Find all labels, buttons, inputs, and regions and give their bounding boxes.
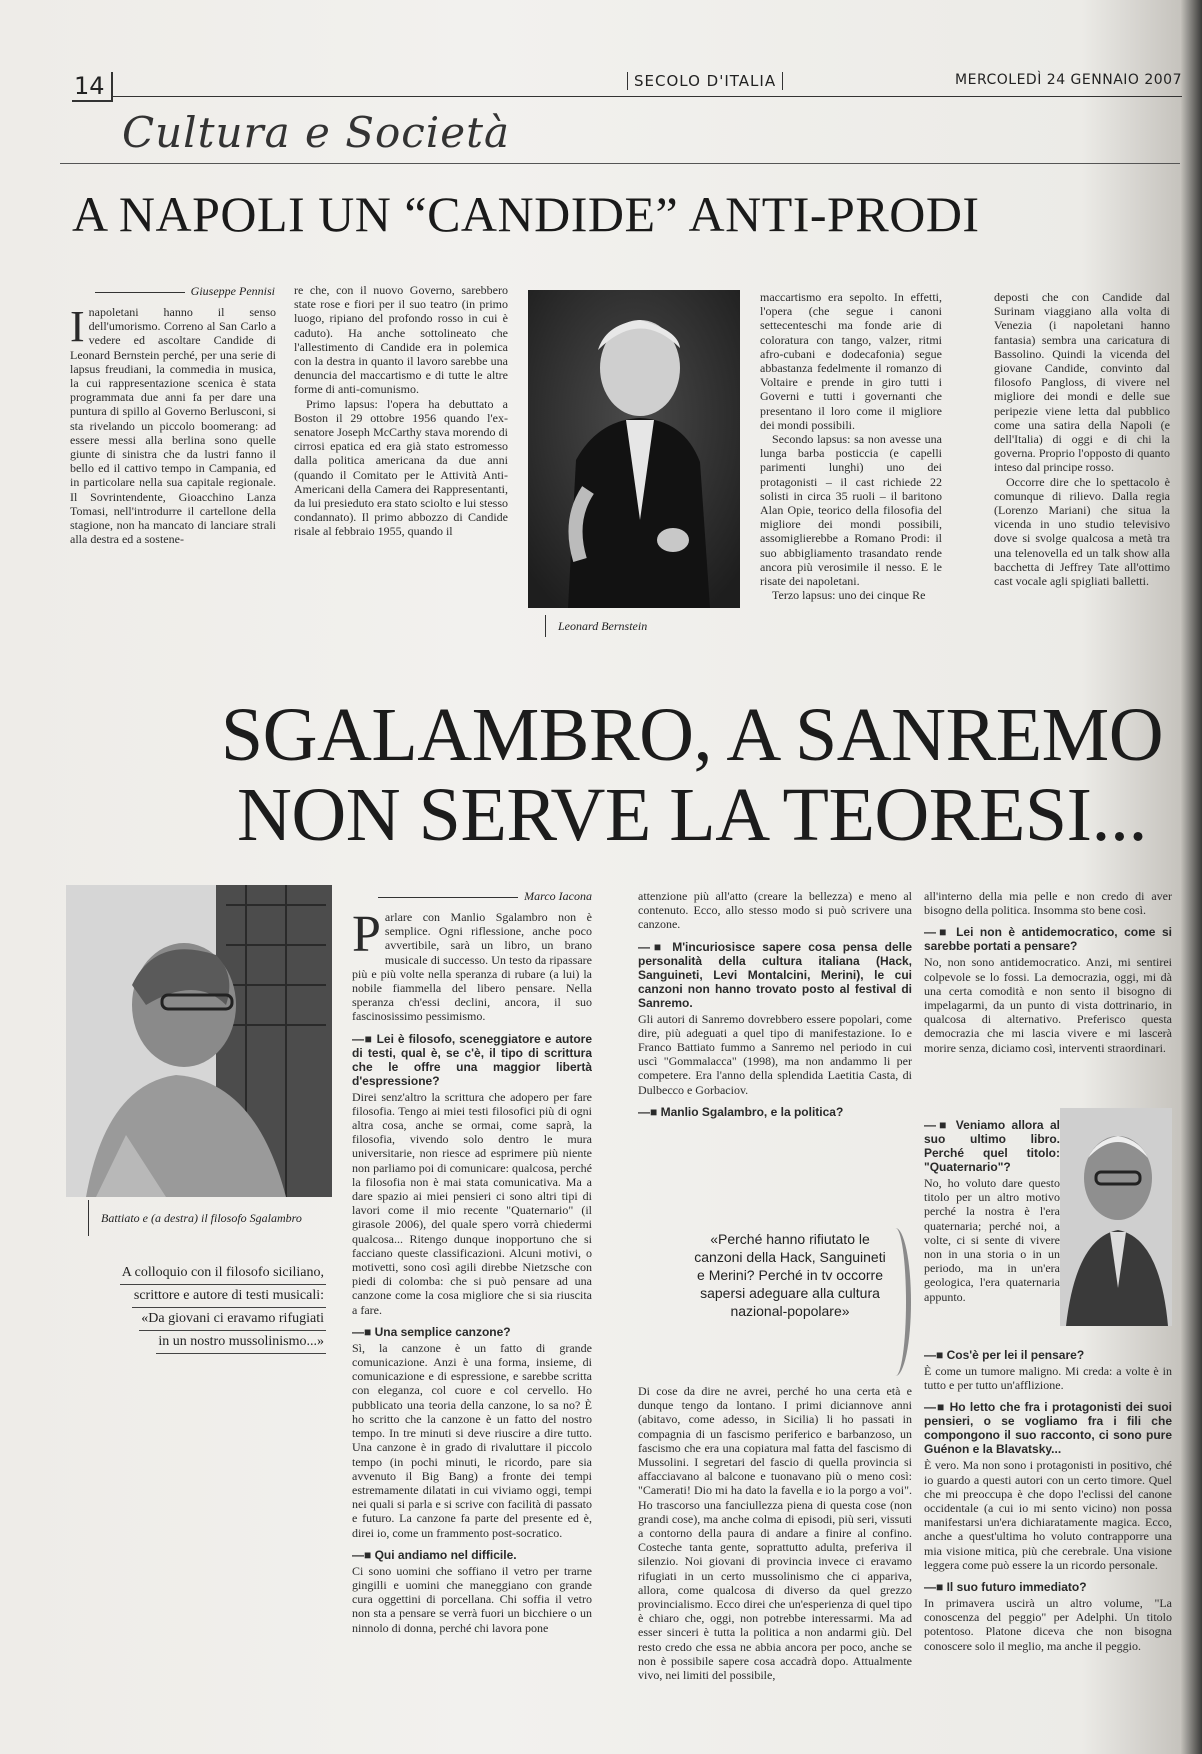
page-binding-shadow	[1180, 0, 1202, 1754]
question-5: —■ Manlio Sgalambro, e la politica?	[638, 1104, 844, 1119]
page-header	[72, 72, 1182, 102]
article1-col1-text: napoletani hanno il senso dell'umorismo. Correno al San Carlo a vedere ed ascoltare Candide di Leonard Bernstein perché, per una serie di lapsus freudiani, la commedia in musica, la cui rappresentazione scenica è stata programmata due anni fa per dare una puntura di spillo al Governo Berlusconi, si sta rivelando un piccolo boomerang: ad essere messi alla berlina sono quelle giunte di sinistra che da lustri fanno il bello ed il cattivo tempo in Campania, ed in particolare nella sua capitale regionale. Il Sovrintendente, Gioacchino Lanza Tomasi, nell'introdurre il cartellone della stagione, non ha mancato di lanciare strali alla destra ed a sostene-	[70, 305, 276, 547]
bernstein-photo	[528, 290, 740, 608]
article2-headline	[212, 695, 1172, 855]
article1-col3b-text: Secondo lapsus: sa non avesse una lunga barba posticcia (e capelli parimenti lunghi) uno dei protagonisti – il cast richiede 22 solisti in circa 35 ruoli – il baritono Alan Opie, teorico della filosofia del migliore dei mondi possibili, assomiglierebbe a Romano Prodi: il suo abbigliamento trasandato rende ancora più verosimile il nesso. E le risate dei napoletani.	[760, 432, 942, 589]
article1-col2-text: re che, con il nuovo Governo, sarebbero state rose e fiori per il suo teatro (in primo luogo, ripiano del profondo rosso in cui è caduto). Ha anche sottolineato che l'allestimento di Candide era in polemica con la destra in quanto il lavoro sarebbe una denuncia del maccartismo e di tutte le altre forme di anti-comunismo.	[294, 283, 508, 397]
article2-column-3-bottom	[924, 1340, 1172, 1740]
sgalambro-portrait-drawing	[1060, 1108, 1172, 1326]
question-3: —■ Qui andiamo nel difficile.	[352, 1547, 517, 1562]
article2-column-3-middle	[924, 1110, 1060, 1340]
article1-col4b-text: Occorre dire che lo spettacolo è comunque di rilievo. Dalla regia (Lorenzo Mariani) che situa la vicenda in uno studio televisivo dove si svolge qualcosa a metà tra una telenovella ed un talk show alla bacchetta di Jeffrey Tate all'ottimo cast vocale agli spigliati balletti.	[994, 474, 1170, 589]
sgalambro-portrait	[1060, 1108, 1172, 1326]
teaser-line-1: A colloquio con il filosofo siciliano,	[120, 1262, 326, 1285]
article2-column-2-bottom	[638, 1384, 912, 1740]
teaser-line-3: «Da giovani ci eravamo rifugiati	[139, 1308, 326, 1331]
article1-col3-text: maccartismo era sepolto. In effetti, l'opera (che segue i canoni settecenteschi ma fonde arie di coloratura con tango, valzer, ritmi afro-cubani e dodecafonia) segue abbastanza fedelmente il romanzo di Voltaire e prende in giro tutti i Governi e tutti i governanti che presentano il loro come il migliore dei mondi possibili.	[760, 290, 942, 432]
answer-8: È come un tumore maligno. Mi creda: a volte è in tutto e per tutto un'afflizione.	[924, 1364, 1172, 1393]
article1-col2b-text: Primo lapsus: l'opera ha debuttato a Boston il 29 ottobre 1956 quando l'ex-senatore Joseph McCarthy stava morendo di cirrosi epatica ed era già stato estromesso dalla politica americana da due anni (quando il Comitato per le Attività Anti-Americani della Camera dei Rappresentanti, da lui presieduto era stato sciolto e lui stesso condannato). Il primo abbozzo di Candide risale al febbraio 1955, quando il	[294, 396, 508, 539]
answer-3: Ci sono uomini che soffiano il vetro per trarne gingilli e uomini che maneggiano con grande cura oggettini di porcellana. Chi soffia il vetro non sta a pensare se verrà fuori un bicchiere o un ninnolo di donna, perché chi lavora pone	[352, 1563, 592, 1635]
article1-byline	[70, 284, 275, 299]
question-2: —■ Una semplice canzone?	[352, 1324, 511, 1339]
article1-headline: A NAPOLI UN “CANDIDE” ANTI-PRODI	[72, 186, 980, 242]
pull-quote: «Perché hanno rifiutato le canzoni della Hack, Sanguineti e Merini? Perché in tv occorre sapersi adeguare alla cultura nazional-popolare»	[694, 1231, 886, 1319]
newspaper-name: SECOLO D'ITALIA	[627, 72, 783, 90]
teaser-line-4: in un nostro mussolinismo...»	[156, 1331, 326, 1354]
article1-col3c-text: Terzo lapsus: uno dei cinque Re	[772, 588, 926, 603]
bernstein-caption: Leonard Bernstein	[545, 615, 738, 637]
bernstein-photo-drawing	[528, 290, 740, 608]
teaser-line-2: scrittore e autore di testi musicali:	[132, 1285, 326, 1308]
sgalambro-caption: Battiato e (a destra) il filosofo Sgalambro	[88, 1200, 351, 1236]
article2-headline-line2: NON SERVE LA TEORESI...	[237, 773, 1147, 857]
section-rule	[60, 163, 1180, 164]
article1-column-4	[994, 290, 1170, 635]
article2-byline	[352, 889, 592, 904]
article2-headline-line1: SGALAMBRO, A SANREMO	[220, 693, 1164, 777]
section-title: Cultura e Società	[122, 108, 511, 157]
question-9: —■ Ho letto che fra i protagonisti dei suoi pensieri, o se vogliamo fra i fili che compongono il suo racconto, ci sono pure Guénon e la Blavatsky...	[924, 1400, 1172, 1457]
answer-9: È vero. Ma non sono i protagonisti in positivo, ché io guardo a questi autori con un certo timore. Quel che mi preoccupa è che dopo l'eclissi del canone occidentale (a cui io mi sento vicino) non possa manifestarsi un'era dichiaratamente magica. Ecco, anche a quest'ultima ho voluto contrapporre una mia visione mitica, più che cerebrale. Una visione leggera come può essere la un ricordo personale.	[924, 1458, 1172, 1572]
answer-5: Di cose da dire ne avrei, perché ho una certa età e dunque tengo da lontano. I primi diciannove anni (abitavo, come adesso, in Sicilia) li ho passati in compagnia di un fascismo periferico e barbanzoso, un fascismo che era una copiatura mal fatta del fascismo di Mussolini. I segretari del fascio di quella provincia si affacciavano al balcone e tuonavano più o meno così: "Camerati! Dio mi ha dato la favella e io la porgo a voi". Ho trascorso una fanciullezza piena di questa cose (non grandi cose), ma anche colma di episodi, più seri, vissuti a contorno della paura di andare a finire al confino. Costeche tanta gente, soprattutto adulta, preferiva il silenzio. Noi giovani di provincia invece ci eravamo rifugiati in un certo mussolinismo che ci appariva, allora, come qualcosa di diverso da quel grezzo provincialismo. Ecco direi che un'esperienza di quel tipo è chiaro che, oggi, non potrebbe interessarmi. Ma ad esser sinceri è tutta la politica a non andarmi giù. Del resto credo che essa ne abbia ancora per poco, anche se non è possibile sapere cosa accadrà dopo. Attualmente vivo, nei limiti del possibile,	[638, 1384, 912, 1683]
article2-col2-text: attenzione più all'atto (creare la bellezza) e meno al contenuto. Ecco, allo stesso modo si può scrivere una canzone.	[638, 889, 912, 932]
question-7: —■ Veniamo allora al suo ultimo libro. Perché quel titolo: "Quaternario"?	[924, 1118, 1060, 1174]
page-number: 14	[72, 72, 113, 102]
article1-column-3	[760, 290, 942, 635]
answer-2: Sì, la canzone è un fatto di grande comunicazione. Anzi è una forma, insieme, di comunicazione e di espressione, e sarebbe scritta con eleganza, col cuore e col cervello. Ho pubblicato una teoria della canzone, lo sa no? È ho scritto che la canzone è un fatto del nostro tempo. In tre minuti si deve riuscire a dire tutto. Una canzone è in grado di rivaluttare il piccolo tempo (in pochi minuti, le ricordo, pare sia avvenuto il Big Bang) a fronte dei tempi estremamente dilatati in cui viviamo oggi, tempi nei quali si parla e si scrive con facilità di passato e futuro. La canzone fa parte del presente ed è, direi io, come un frammento post-socratico.	[352, 1340, 592, 1540]
article2-intro-text: arlare con Manlio Sgalambro non è semplice. Ogni riflessione, anche poco avvertibile, sarà un libro, un brano musicale di successo. Un testo da ripassare più e più volte nella speranza di rubare (a lui) la nobile fiammella del libero pensare. Nella speranza ch'essi declini, ancora, il suo fascinosissimo pessimismo.	[352, 910, 592, 1024]
question-4: —■ M'incuriosisce sapere cosa pensa delle personalità della cultura italiana (Hack, Sanguineti, Levi Montalcini, Merini), le cui canzoni non hanno trovato posto al festival di Sanremo.	[638, 939, 912, 1010]
article1-col4-text: deposti che con Candide dal Surinam viaggiano alla volta di Venezia (i napoletani hanno fantasia) sembra una caricatura di Bassolino. Quindi la vicenda del giovane Candide, convinto dal filosofo Pangloss, di vivere nel migliore dei mondi e delle sue peripezie viene letta dal pubblico come una satira della Napoli (e dell'Italia) di oggi e di chi la governa. Proprio l'opposto di quanto inteso dal principe rosso.	[994, 290, 1170, 475]
pull-quote-bracket	[880, 1228, 911, 1376]
question-1: —■ Lei è filosofo, sceneggiatore e autore di testi, qual è, se c'è, il tipo di scrittura che le offre una maggior libertà d'espressione?	[352, 1031, 592, 1088]
question-6: —■ Lei non è antidemocratico, come si sarebbe portati a pensare?	[924, 925, 1172, 954]
question-10: —■ Il suo futuro immediato?	[924, 1580, 1087, 1595]
header-rule	[112, 96, 1182, 97]
article2-column-2-top	[638, 889, 912, 1189]
article2-col3-text: all'interno della mia pelle e non credo di aver bisogno della politica. Insomma sto bene così.	[924, 889, 1172, 918]
article1-column-2	[294, 283, 508, 635]
article2-teaser	[70, 1262, 326, 1354]
answer-1: Direi senz'altro la scrittura che adopero per fare filosofia. Tengo ai miei testi filosofici più di ogni altra cosa, anche se ormai, come saprà, la filosofia, vivendo solo dentro le mura universitarie, non riesce ad esprimere più niente non parliamo poi di comunicare: qualcosa, perché la filosofia non è mai stata comunicativa. Ma a dare spazio ai miei pensieri ci sono altri tipi di lavori come il mio recente "Quaternario" (il girasole 2006), del quale spero vorrà chiedermi qualcosa... Ritengo dunque inopportuno che si facciano queste classificazioni. Alcuni motivi, o motivetti, sono così agili direbbe Nietzsche con piedi di colomba: che si può pensare ad una canzone come la cosa migliore che si sia riuscita a fare.	[352, 1089, 592, 1317]
answer-7: No, ho voluto dare questo titolo per un altro motivo perché la nostra è l'era quaternaria; perché noi, a volte, ci si sente di vivere non in una storia o in un periodo, ma in un'era geologica, l'era quaternaria appunto.	[924, 1176, 1060, 1304]
answer-6: No, non sono antidemocratico. Anzi, mi sentirei colpevole se lo fossi. La democrazia, oggi, mi dà una certa comodità e non sento il bisogno di impelagarmi, da un punto di vista dottrinario, in qualcosa di alternativo. Preferisco questa democrazia che mi lascia vivere e mi lascerà morire senza, diciamo così, interventi straordinari.	[924, 955, 1172, 1055]
sgalambro-battiato-photo	[66, 885, 332, 1197]
question-8: —■ Cos'è per lei il pensare?	[924, 1348, 1085, 1362]
article2-column-3-top	[924, 889, 1172, 1114]
answer-4: Gli autori di Sanremo dovrebbero essere popolari, come dire, più adeguati a quel tipo di manifestazione. Io e Franco Battiato fummo a Sanremo nel periodo in cui uscì "Gommalacca" (1998), ma non andammo li per competere. Era l'anno della splendida Laetitia Casta, di Dulbecco e Gorbaciov.	[638, 1011, 912, 1097]
article2-column-1: Parlare con Manlio Sgalambro non è semplice. Ogni riflessione, anche poco avvertibile, sarà un libro, un brano musicale di successo. Un testo da ripassare più e più volte nella speranza di rubare (a lui) la nobile fiammella del libero pensare. Nella speranza ch'essi declini, ancora, il suo fascinosissimo pessimismo. —■ Lei è filosofo, sceneggiatore e autore di testi, qual è, se c'è, il tipo di scrittura che le offre una maggior libertà d'espressione? Direi senz'altro la scrittura che adopero per fare filosofia. Tengo ai miei testi filosofici più di ogni altra cosa, anche se ormai, come saprà, la filosofia, vivendo solo dentro le mura universitarie, non riesce ad esprimere più niente non parliamo poi di comunicare: qualcosa, perché la filosofia non è mai stata comunicativa. Ma a dare spazio ai miei pensieri ci sono altri tipi di lavori come il mio recente "Quaternario" (il girasole 2006), del quale spero vorrà chiedermi qualcosa... Ritengo dunque inopportuno che si facciano queste classificazioni. Alcuni motivi, o motivetti, sono così agili direbbe Nietzsche con piedi di colomba: che si può pensare ad una canzone come la cosa migliore che si sia riuscita a fare. —■ Una semplice canzone? Sì, la canzone è un fatto di grande comunicazione. Anzi è una forma, insieme, di comunicazione e di espressione, e sarebbe scritta con eleganza, col cuore e col cervello. Ho pubblicato una teoria della canzone, lo sa no? È ho scritto che la canzone è un fatto del nostro tempo. In tre minuti si deve riuscire a dire tutto. Una canzone è in grado di rivaluttare il piccolo tempo (in pochi minuti, le ricordo, pare sia avvenuto il Big Bang) a fronte dei tempi estremamente dilatati in cui viviamo oggi, tempi nei quali si parla e si scrive con facilità di passato e futuro. La canzone fa parte del presente ed è, direi io, come un frammento post-socratico. —■ Qui andiamo nel difficile. Ci sono uomini che soffiano il vetro per trarne gingilli e uomini che maneggiano con grande cura oggettini di porcellana. Chi soffia il vetro non sta a pensare se verrà fuori un bicchiere o un ninnolo di donna, perché chi lavora pone	[352, 910, 592, 1635]
article1-author: Giuseppe Pennisi	[190, 284, 275, 298]
issue-date: MERCOLEDÌ 24 GENNAIO 2007	[955, 72, 1182, 88]
article2-author: Marco Iacona	[524, 889, 592, 903]
answer-10: In primavera uscirà un altro volume, "La conoscenza del peggio" per Adelphi. Un titolo potentoso. Platone diceva che non bisogna conoscere solo il meglio, ma anche il peggio.	[924, 1596, 1172, 1653]
article1-column-1: Inapoletani hanno il senso dell'umorismo. Correno al San Carlo a vedere ed ascoltare Candide di Leonard Bernstein perché, per una serie di lapsus freudiani, la commedia in musica, la cui rappresentazione scenica è stata programmata due anni fa per dare una puntura di spillo al Governo Berlusconi, si sta rivelando un piccolo boomerang: ad essere messi alla berlina sono quelle giunte di sinistra che da lustri fanno il bello ed il cattivo tempo in Campania, ed in particolare nella sua capitale regionale. Il Sovrintendente, Gioacchino Lanza Tomasi, nell'introdurre il cartellone della stagione, non ha mancato di lanciare strali alla destra ed a sostene-	[70, 305, 276, 547]
sgalambro-battiato-photo-drawing	[66, 885, 332, 1197]
